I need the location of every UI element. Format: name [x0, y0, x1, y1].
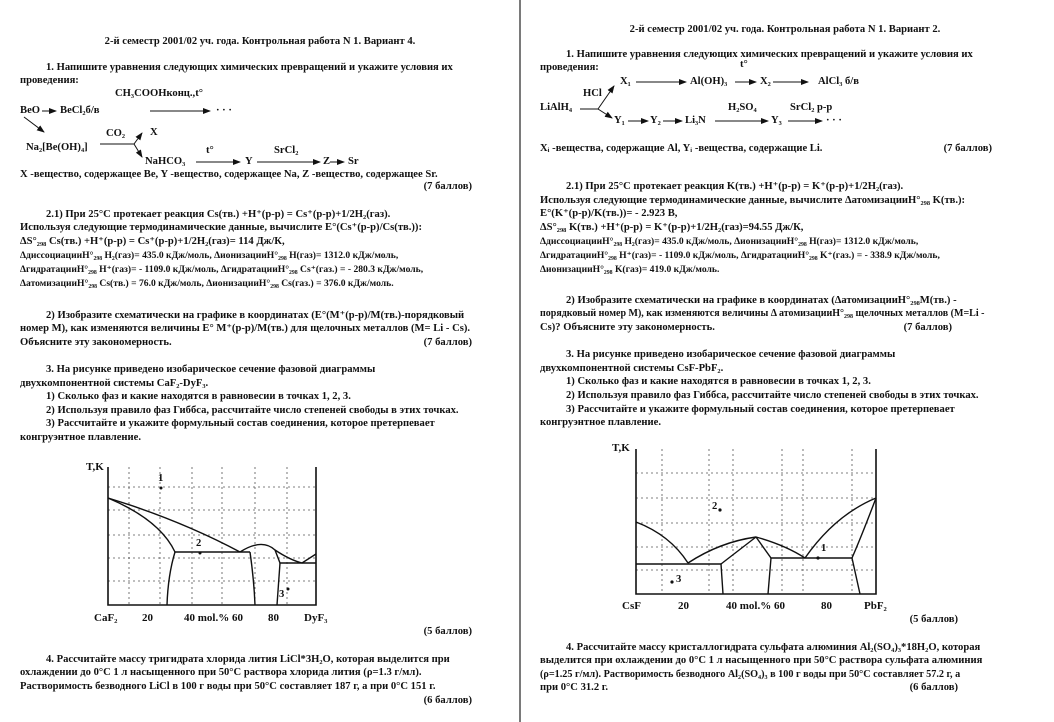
diagram-component: PbF₂: [864, 600, 887, 612]
scheme-condition: H₂SO₄: [728, 102, 757, 113]
diagram-tick: 20: [678, 600, 689, 612]
scheme-formula: LiAlH₄: [540, 102, 573, 113]
left-q2-line: ΔS°₂₉₈ Cs(тв.) +H⁺(р-р) = Cs⁺(р-р)+1/2H₂(газ)= 114 Дж/К,: [20, 236, 285, 247]
scheme-formula: NaHCO₃: [145, 156, 186, 167]
right-q3-line: конгруэнтное плавление.: [540, 417, 661, 428]
right-q2-line: E°(K⁺(р-р)/K(тв.))= - 2.923 В,: [540, 208, 678, 219]
scheme-condition: t°: [740, 59, 748, 70]
scheme-formula: Z: [323, 156, 331, 167]
scheme-condition: SrCl₂ р-р: [790, 102, 833, 113]
points: (6 баллов): [423, 695, 472, 706]
left-q2-line: ΔгидратацииH°₂₉₈ H⁺(газ)= - 1109.0 кДж/моль, ΔгидратацииH°₂₉₈ Cs⁺(газ.) = - 280.3 кДж/моль,: [20, 264, 424, 275]
right-q3-line: двухкомпонентной системы CsF-PbF₂.: [540, 363, 724, 374]
right-title: 2-й семестр 2001/02 уч. года. Контрольная работа N 1. Вариант 2.: [629, 24, 941, 35]
right-q2-line: ΔионизацииH°₂₉₈ K(газ)= 419.0 кДж/моль.: [540, 264, 720, 275]
left-q3-line: 1) Сколько фаз и какие находятся в равновесии в точках 1, 2, 3.: [46, 391, 351, 402]
scheme-formula: BeCl₂б/в: [60, 105, 100, 116]
right-q2-part2: Cs)? Объясните эту закономерность.: [540, 322, 715, 333]
diagram-tick: 40 mol.% 60: [184, 612, 243, 624]
points: (5 баллов): [423, 626, 472, 637]
left-q3-line: двухкомпонентной системы CaF₂-DyF₃.: [20, 378, 209, 389]
scheme-formula: Al(OH)₃: [690, 76, 728, 87]
scheme-formula: Y₂: [650, 115, 661, 126]
scheme-formula: Y: [245, 156, 253, 167]
left-q1-text: 1. Напишите уравнения следующих химических превращений и укажите условия их: [46, 62, 453, 73]
right-q3-line: 3. На рисунке приведено изобарическое сечение фазовой диаграммы: [566, 349, 896, 360]
left-phase-diagram: [108, 467, 316, 605]
scheme-formula: Li₃N: [685, 115, 706, 126]
right-phase-diagram: [636, 449, 876, 594]
scheme-formula: X₂: [760, 76, 771, 87]
diagram-point-label: 3: [279, 589, 285, 600]
diagram-point-label: 3: [676, 574, 682, 585]
right-q2-line: 2.1) При 25°C протекает реакция K(тв.) +H⁺(р-р) = K⁺(р-р)+1/2H₂(газ).: [566, 181, 904, 192]
right-q4-line: (ρ=1.25 г/мл). Растворимость безводного Al₂(SO₄)₃ в 100 г воды при 50°C составляет 57.2 г, а: [540, 669, 961, 680]
right-q2-part2: 2) Изобразите схематически на графике в координатах (ΔатомизацииH°₂₉₈M(тв.) -: [566, 295, 957, 306]
points: (7 баллов): [423, 181, 472, 192]
scheme-dots: · · ·: [826, 115, 842, 126]
scheme-formula: Sr: [348, 156, 359, 167]
diagram-y-label: T,K: [86, 461, 104, 473]
left-q2-line: 2.1) При 25°C протекает реакция Cs(тв.) +H⁺(р-р) = Cs⁺(р-р)+1/2H₂(газ).: [46, 209, 391, 220]
left-q1-text: проведения:: [20, 75, 79, 86]
right-q2-line: ΔS°₂₉₈ K(тв.) +H⁺(р-р) = K⁺(р-р)+1/2H₂(газ)=94.55 Дж/К,: [540, 222, 804, 233]
left-q1-note: X -вещество, содержащее Be, Y -вещество, содержащее Na, Z -вещество, содержащее Sr.: [20, 169, 438, 180]
points: (6 баллов): [909, 682, 958, 693]
left-q2-line: Используя следующие термодинамические данные, вычислите E°(Cs⁺(р-р)/Cs(тв.)):: [20, 222, 422, 233]
scheme-condition: t°: [206, 145, 214, 156]
left-q4-line: Растворимость безводного LiCl в 100 г воды при 50°C составляет 187 г, а при 0°C 151 г.: [20, 681, 436, 692]
scheme-formula: AlCl₃ б/в: [818, 76, 859, 87]
scheme-formula: Y₃: [771, 115, 782, 126]
diagram-y-label: T,K: [612, 442, 630, 454]
left-q2-part2: номер M), как изменяются величины E° M⁺(р-р)/M(тв.) для щелочных металлов (M= Li - Cs).: [20, 323, 471, 334]
right-q3-line: 1) Сколько фаз и какие находятся в равновесии в точках 1, 2, 3.: [566, 376, 871, 387]
right-q4-line: 4. Рассчитайте массу кристаллогидрата сульфата алюминия Al₂(SO₄)₃*18H₂O, которая: [566, 642, 981, 653]
diagram-point-label: 1: [821, 543, 827, 554]
scheme-formula: X₁: [620, 76, 631, 87]
diagram-tick: 40 mol.% 60: [726, 600, 785, 612]
points: (7 баллов): [903, 322, 952, 333]
right-q2-line: ΔгидратацииH°₂₉₈ H⁺(газ)= - 1109.0 кДж/моль, ΔгидратацииH°₂₉₈ K⁺(газ.) = - 338.9 кДж/моль,: [540, 250, 940, 261]
points: (7 баллов): [943, 143, 992, 154]
right-q2-line: ΔдиссоциацииH°₂₉₈ H₂(газ)= 435.0 кДж/моль, ΔионизацииH°₂₉₈ H(газ)= 1312.0 кДж/моль,: [540, 236, 919, 247]
diagram-tick: 80: [268, 612, 279, 624]
scheme-formula: BeO: [20, 105, 41, 116]
diagram-component: CsF: [622, 600, 641, 612]
left-q2-part2: 2) Изобразите схематически на графике в координатах (E°(M⁺(р-р)/M(тв.)-порядковый: [46, 310, 465, 321]
scheme-formula: Y₁: [614, 115, 625, 126]
left-q2-part2: Объясните эту закономерность.: [20, 337, 172, 348]
scheme-condition: CO₂: [106, 128, 126, 139]
diagram-point-label: 1: [158, 473, 164, 484]
scheme-formula: X: [150, 127, 158, 138]
diagram-tick: 20: [142, 612, 153, 624]
right-q4-line: при 0°C 31.2 г.: [540, 682, 609, 693]
left-q4-line: 4. Рассчитайте массу тригидрата хлорида лития LiCl*3H₂O, которая выделится при: [46, 654, 450, 665]
points: (7 баллов): [423, 337, 472, 348]
left-q3-line: 3. На рисунке приведено изобарическое сечение фазовой диаграммы: [46, 364, 376, 375]
right-q3-line: 2) Используя правило фаз Гиббса, рассчитайте число степеней свободы в этих точках.: [566, 390, 979, 401]
diagram-point-label: 2: [712, 501, 718, 512]
right-q4-line: выделится при охлаждении до 0°C 1 л насыщенного при 50°C раствора сульфата алюминия: [540, 655, 983, 666]
diagram-tick: 80: [821, 600, 832, 612]
right-q2-line: Используя следующие термодинамические данные, вычислите ΔатомизацииH°₂₉₈ K(тв.):: [540, 195, 966, 206]
diagram-component: DyF₃: [304, 612, 328, 624]
points: (5 баллов): [909, 614, 958, 625]
left-title: 2-й семестр 2001/02 уч. года. Контрольная работа N 1. Вариант 4.: [104, 36, 416, 47]
right-q2-part2: порядковый номер M), как изменяются величины Δ атомизацииH°₂₉₈ щелочных металлов (M=Li -: [540, 308, 985, 319]
scheme-formula: Na₂[Be(OH)₄]: [26, 142, 88, 153]
scheme-dots: · · ·: [216, 105, 232, 116]
left-q3-line: 3) Рассчитайте и укажите формульный состав соединения, которое претерпевает: [46, 418, 435, 429]
left-q2-line: ΔатомизацииH°₂₉₈ Cs(тв.) = 76.0 кДж/моль, ΔионизацииH°₂₉₈ Cs(газ.) = 376.0 кДж/моль.: [20, 278, 394, 289]
right-q1-text: 1. Напишите уравнения следующих химических превращений и укажите условия их: [566, 49, 973, 60]
left-q2-line: ΔдиссоциацииH°₂₉₈ H₂(газ)= 435.0 кДж/моль, ΔионизацииH°₂₉₈ H(газ)= 1312.0 кДж/моль,: [20, 250, 399, 261]
right-q1-note: Xᵢ -вещества, содержащие Al, Yᵢ -вещества, содержащие Li.: [540, 143, 823, 154]
diagram-point-label: 2: [196, 538, 202, 549]
scheme-condition: SrCl₂: [274, 145, 299, 156]
left-q3-line: конгруэнтное плавление.: [20, 432, 141, 443]
scheme-condition: CH₃COOHконц.,t°: [115, 88, 203, 99]
diagram-component: CaF₂: [94, 612, 118, 624]
right-q1-text: проведения:: [540, 62, 599, 73]
left-q3-line: 2) Используя правило фаз Гиббса, рассчитайте число степеней свободы в этих точках.: [46, 405, 459, 416]
scheme-condition: HCl: [583, 88, 602, 99]
right-q3-line: 3) Рассчитайте и укажите формульный состав соединения, которое претерпевает: [566, 404, 955, 415]
left-q4-line: охлаждении до 0°C 1 л насыщенного при 50°C раствора хлорида лития (ρ=1.3 г/мл).: [20, 667, 422, 678]
